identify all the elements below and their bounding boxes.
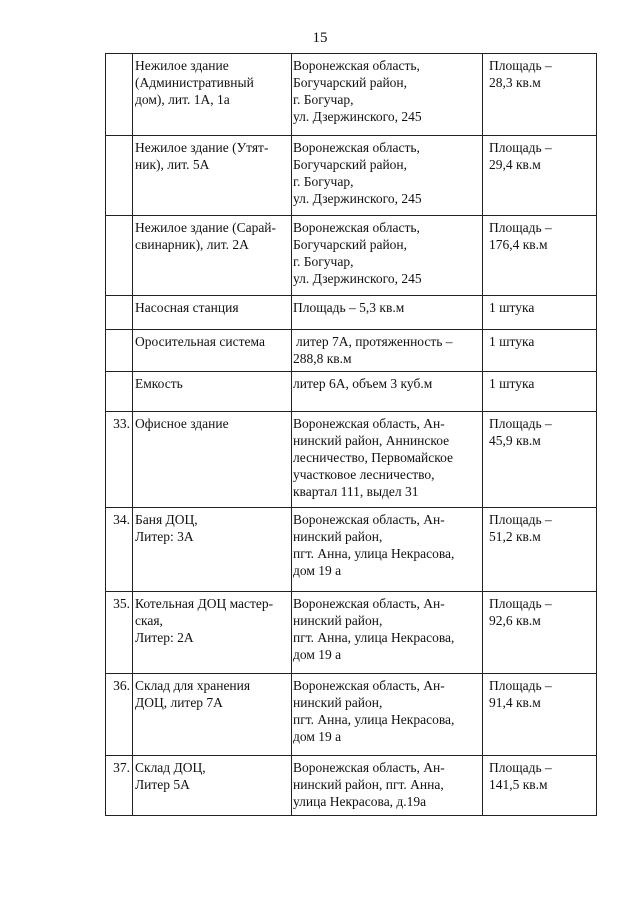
table-row bbox=[106, 296, 597, 330]
row-number: 34. bbox=[106, 508, 133, 592]
page-number: 15 bbox=[312, 30, 328, 46]
object-quantity: Площадь – 51,2 кв.м bbox=[483, 508, 597, 592]
object-name: Баня ДОЦ, Литер: 3А bbox=[133, 508, 292, 592]
object-quantity: Площадь – 45,9 кв.м bbox=[483, 412, 597, 508]
table-row bbox=[106, 674, 597, 756]
object-name: Нежилое здание (Административный дом), лит. 1А, 1а bbox=[133, 54, 292, 136]
object-address: Воронежская область, Ан- нинский район, Аннинское лесничество, Первомайское участковое лесничество, квартал 111, выдел 31 bbox=[292, 412, 483, 508]
row-number bbox=[106, 330, 133, 372]
object-name: Склад ДОЦ, Литер 5А bbox=[133, 756, 292, 816]
object-name: Нежилое здание (Сарай- свинарник), лит. 2А bbox=[133, 216, 292, 296]
object-address: Воронежская область, Богучарский район, г. Богучар, ул. Дзержинского, 245 bbox=[292, 136, 483, 216]
object-address: Воронежская область, Богучарский район, г. Богучар, ул. Дзержинского, 245 bbox=[292, 54, 483, 136]
row-number bbox=[106, 216, 133, 296]
row-number: 35. bbox=[106, 592, 133, 674]
row-number: 33. bbox=[106, 412, 133, 508]
table-row bbox=[106, 756, 597, 816]
table-row bbox=[106, 592, 597, 674]
table-row bbox=[106, 216, 597, 296]
row-number bbox=[106, 136, 133, 216]
object-name: Склад для хранения ДОЦ, литер 7А bbox=[133, 674, 292, 756]
row-number bbox=[106, 54, 133, 136]
row-number: 37. bbox=[106, 756, 133, 816]
property-registry-table bbox=[105, 53, 597, 816]
object-name: Нежилое здание (Утят- ник), лит. 5А bbox=[133, 136, 292, 216]
table-row bbox=[106, 412, 597, 508]
object-address: Воронежская область, Ан- нинский район, пгт. Анна, улица Некрасова, дом 19 а bbox=[292, 592, 483, 674]
table-row bbox=[106, 54, 597, 136]
object-name: Насосная станция bbox=[133, 296, 292, 330]
object-quantity: Площадь – 92,6 кв.м bbox=[483, 592, 597, 674]
object-name: Оросительная система bbox=[133, 330, 292, 372]
object-quantity: 1 штука bbox=[483, 296, 597, 330]
object-quantity: Площадь – 91,4 кв.м bbox=[483, 674, 597, 756]
row-number bbox=[106, 372, 133, 412]
table-row bbox=[106, 372, 597, 412]
object-name: Офисное здание bbox=[133, 412, 292, 508]
object-address: Воронежская область, Богучарский район, г. Богучар, ул. Дзержинского, 245 bbox=[292, 216, 483, 296]
object-address: литер 6А, объем 3 куб.м bbox=[292, 372, 483, 412]
object-address: Воронежская область, Ан- нинский район, пгт. Анна, улица Некрасова, дом 19 а bbox=[292, 674, 483, 756]
object-quantity: 1 штука bbox=[483, 330, 597, 372]
object-quantity: 1 штука bbox=[483, 372, 597, 412]
object-quantity: Площадь – 28,3 кв.м bbox=[483, 54, 597, 136]
object-address: литер 7А, протяженность – 288,8 кв.м bbox=[292, 330, 483, 372]
table-row bbox=[106, 330, 597, 372]
object-name: Котельная ДОЦ мастер- ская, Литер: 2А bbox=[133, 592, 292, 674]
row-number bbox=[106, 296, 133, 330]
object-address: Воронежская область, Ан- нинский район, пгт. Анна, улица Некрасова, дом 19 а bbox=[292, 508, 483, 592]
object-quantity: Площадь – 141,5 кв.м bbox=[483, 756, 597, 816]
object-name: Емкость bbox=[133, 372, 292, 412]
row-number: 36. bbox=[106, 674, 133, 756]
object-address: Площадь – 5,3 кв.м bbox=[292, 296, 483, 330]
object-address: Воронежская область, Ан- нинский район, пгт. Анна, улица Некрасова, д.19а bbox=[292, 756, 483, 816]
object-quantity: Площадь – 29,4 кв.м bbox=[483, 136, 597, 216]
table-row bbox=[106, 136, 597, 216]
table-row bbox=[106, 508, 597, 592]
object-quantity: Площадь – 176,4 кв.м bbox=[483, 216, 597, 296]
